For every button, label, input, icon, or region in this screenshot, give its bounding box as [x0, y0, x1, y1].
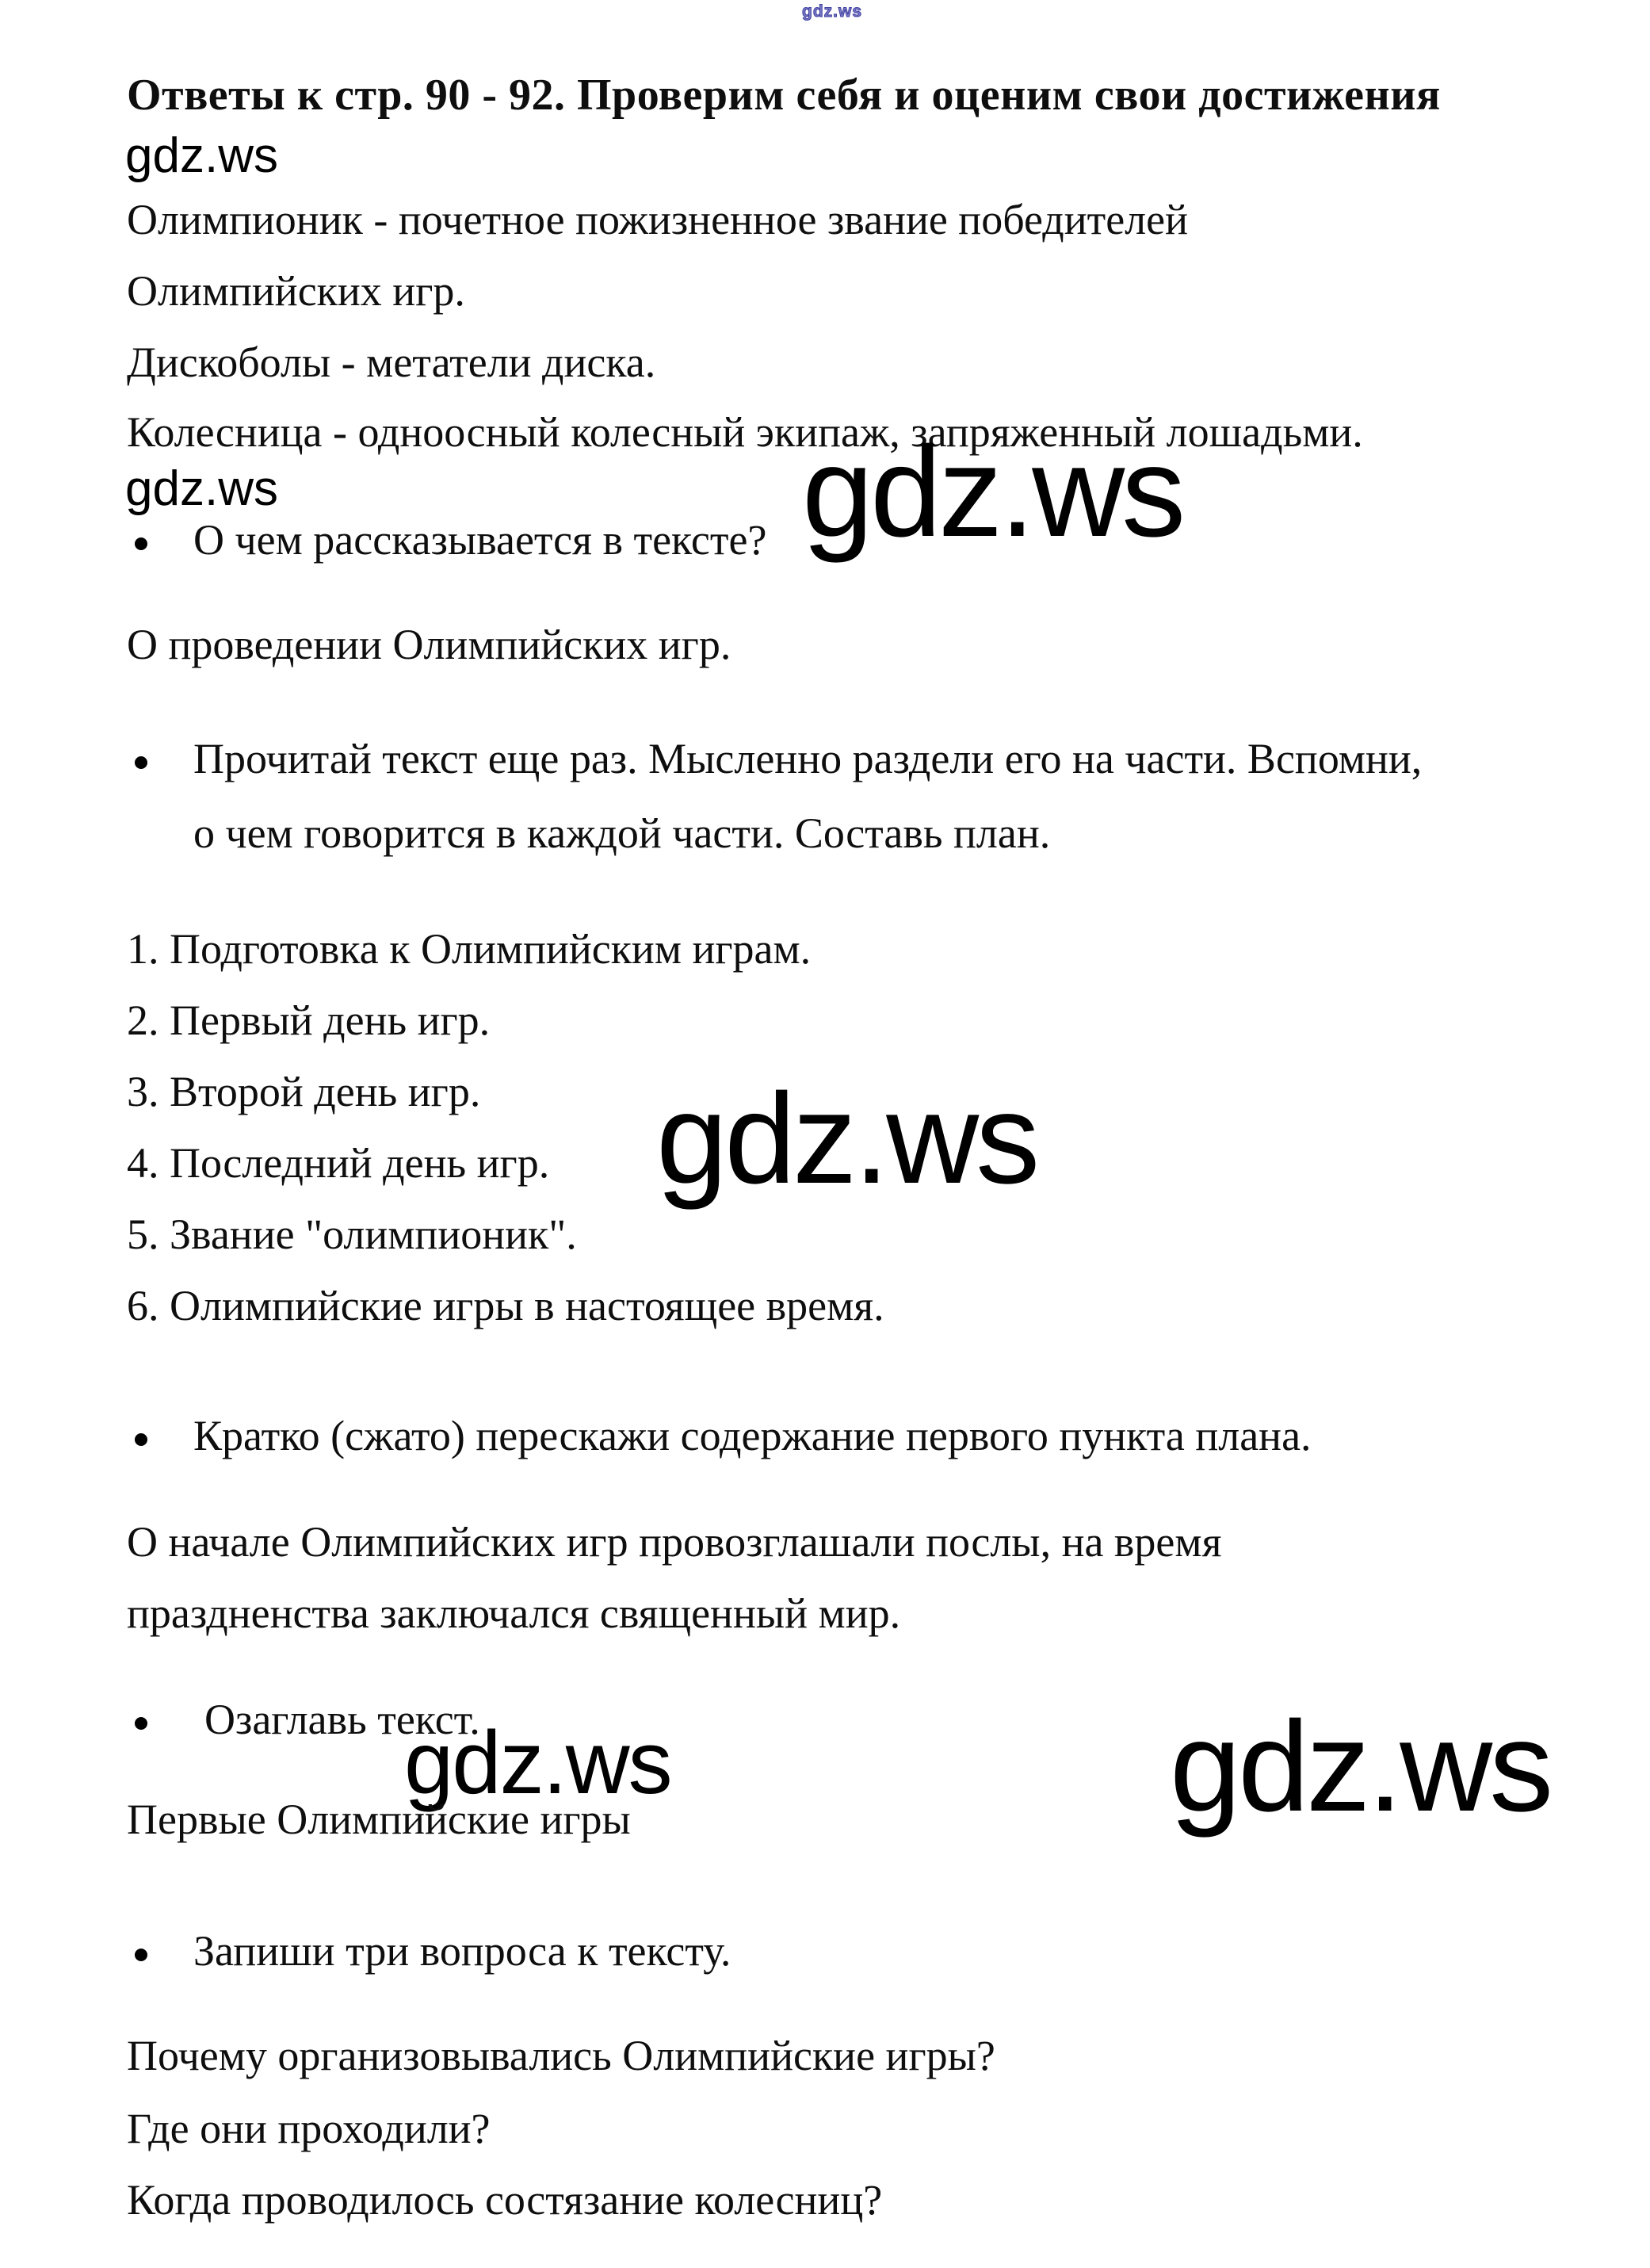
gdz-watermark-large-3: gdz.ws: [1170, 1695, 1551, 1838]
definition-diskoboly: Дискоболы - метатели диска.: [127, 338, 656, 386]
gdz-watermark-inline-1: gdz.ws: [125, 128, 278, 183]
task-prompt-question-2-line1: Прочитай текст еще раз. Мысленно раздели его на части. Вспомни,: [193, 735, 1423, 782]
plan-item: 5. Звание "олимпионик".: [127, 1210, 577, 1258]
definition-olympionik-line2: Олимпийских игр.: [127, 267, 465, 315]
written-question-2: Где они проходили?: [127, 2105, 491, 2152]
gdz-watermark-large-2: gdz.ws: [656, 1067, 1037, 1210]
task-prompt-question-5: Запиши три вопроса к тексту.: [193, 1927, 731, 1975]
gdz-watermark-large-1: gdz.ws: [802, 420, 1183, 564]
answer-question-1: О проведении Олимпийских игр.: [127, 621, 731, 668]
gdz-watermark-tiny: gdz.ws: [802, 2, 863, 21]
plan-item: 2. Первый день игр.: [127, 996, 491, 1044]
answer-question-3-line1: О начале Олимпийских игр провозглашали послы, на время: [127, 1518, 1222, 1566]
answer-question-4: Первые Олимпийские игры: [127, 1796, 631, 1843]
plan-item: 4. Последний день игр.: [127, 1139, 550, 1187]
definition-olympionik-line1: Олимпионик - почетное пожизненное звание победителей: [127, 196, 1188, 243]
plan-item: 3. Второй день игр.: [127, 1068, 481, 1115]
bullet-icon: [135, 1949, 147, 1961]
written-question-1: Почему организовывались Олимпийские игры?: [127, 2032, 995, 2079]
bullet-icon: [135, 1717, 147, 1730]
task-prompt-question-3: Кратко (сжато) перескажи содержание первого пункта плана.: [193, 1412, 1312, 1459]
task-prompt-question-1: О чем рассказывается в тексте?: [193, 516, 767, 564]
plan-item: 1. Подготовка к Олимпийским играм.: [127, 925, 812, 973]
gdz-watermark-inline-2: gdz.ws: [125, 461, 278, 516]
plan-item: 6. Олимпийские игры в настоящее время.: [127, 1282, 884, 1329]
task-prompt-question-2-line2: о чем говорится в каждой части. Составь план.: [193, 809, 1051, 857]
bullet-icon: [135, 537, 147, 550]
gdz-watermark-medium: gdz.ws: [404, 1713, 671, 1812]
definition-kolesnitsa: Колесница - одноосный колесный экипаж, запряженный лошадьми.: [127, 408, 1363, 456]
task-prompt-question-4: Озаглавь текст.: [204, 1696, 480, 1743]
answer-question-3-line2: праздненства заключался священный мир.: [127, 1589, 901, 1637]
page-title: Ответы к стр. 90 - 92. Проверим себя и оценим свои достижения: [127, 71, 1441, 120]
written-question-3: Когда проводилось состязание колесниц?: [127, 2176, 883, 2224]
bullet-icon: [135, 1433, 147, 1446]
bullet-icon: [135, 756, 147, 769]
